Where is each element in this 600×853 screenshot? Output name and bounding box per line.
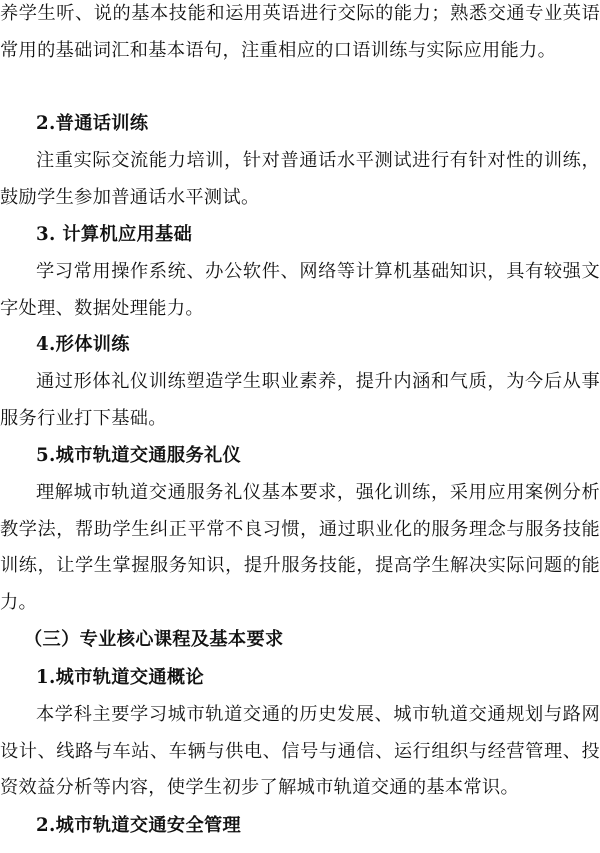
heading-transit-safety: 2.城市轨道交通安全管理 xyxy=(36,815,242,836)
heading-computer-basics: 3. 计算机应用基础 xyxy=(36,224,193,245)
paragraph-service-etiquette: 理解城市轨道交通服务礼仪基本要求，强化训练，采用应用案例分析教学法，帮助学生纠正平常不良习惯，通过职业化的服务理念与服务技能训练，让学生掌握服务知识，提升服务技能，提高学生解决实际问题的能力。 xyxy=(0,482,600,613)
paragraph-posture-training: 通过形体礼仪训练塑造学生职业素养，提升内涵和气质，为今后从事服务行业打下基础。 xyxy=(0,371,600,429)
paragraph-transit-introduction: 本学科主要学习城市轨道交通的历史发展、城市轨道交通规划与路网设计、线路与车站、车辆与供电、信号与通信、运行组织与经营管理、投资效益分析等内容，使学生初步了解城市轨道交通的基本常识。 xyxy=(0,704,600,799)
paragraph-mandarin-training: 注重实际交流能力培训，针对普通话水平测试进行有针对性的训练，鼓励学生参加普通话水平测试。 xyxy=(0,150,600,208)
heading-posture-training: 4.形体训练 xyxy=(36,334,130,355)
heading-transit-introduction: 1.城市轨道交通概论 xyxy=(36,667,204,688)
heading-mandarin-training: 2.普通话训练 xyxy=(36,113,149,134)
paragraph-english-continued: 养学生听、说的基本技能和运用英语进行交际的能力；熟悉交通专业英语常用的基础词汇和基本语句，注重相应的口语训练与实际应用能力。 xyxy=(0,3,600,61)
section-heading-core-courses: （三）专业核心课程及基本要求 xyxy=(24,629,284,650)
paragraph-computer-basics: 学习常用操作系统、办公软件、网络等计算机基础知识，具有较强文字处理、数据处理能力。 xyxy=(0,261,600,319)
heading-service-etiquette: 5.城市轨道交通服务礼仪 xyxy=(36,445,242,466)
